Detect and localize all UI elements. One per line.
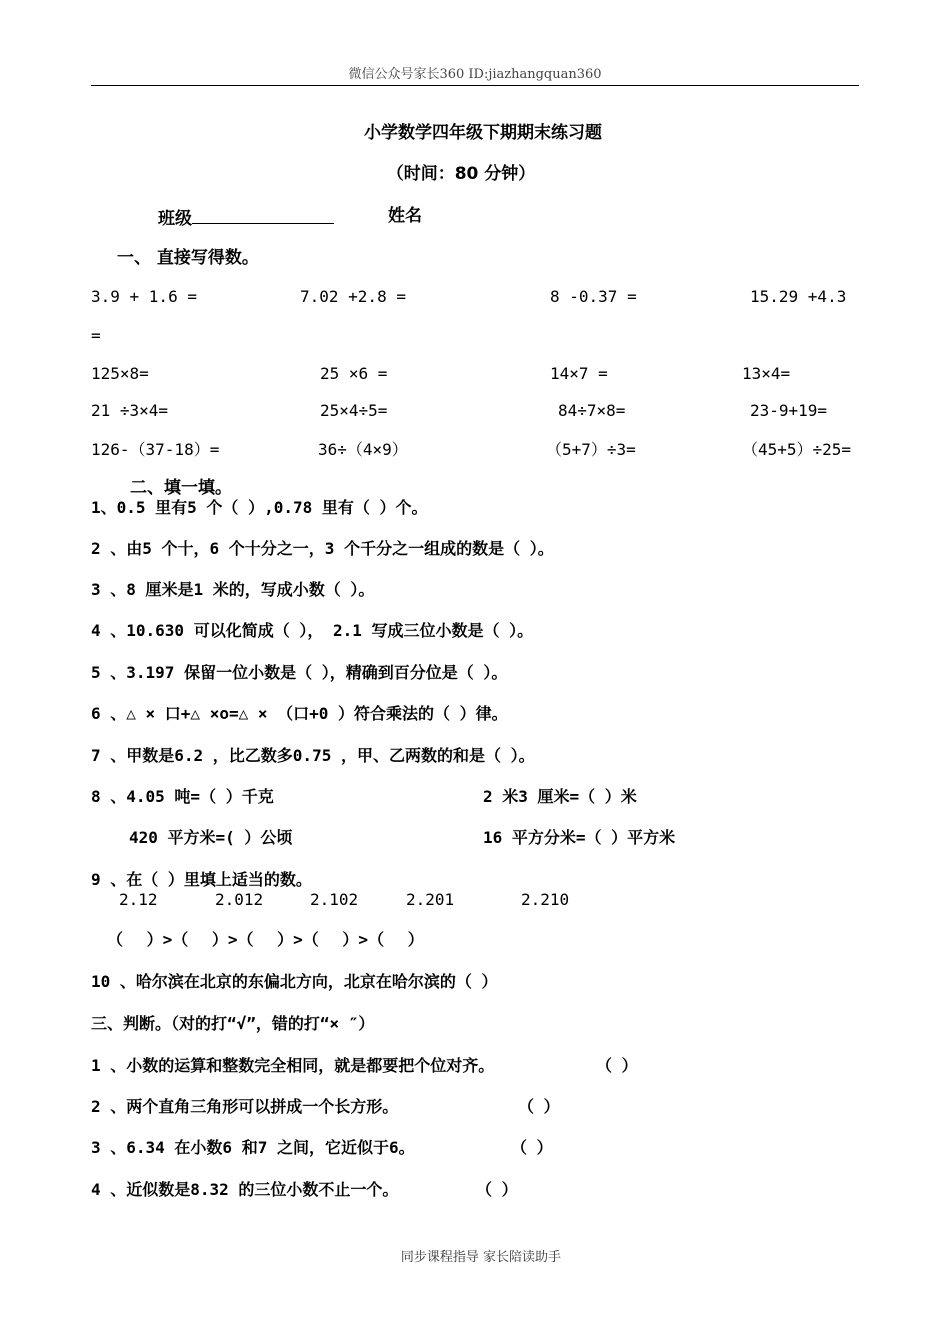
calc-item: = bbox=[91, 326, 101, 345]
order-blanks: （ ）>（ ）>（ ）>（ ）>（ ） bbox=[107, 930, 424, 949]
fill-question: 6 、△ × 口+△ ×o=△ × （口+0 ）符合乘法的（ ）律。 bbox=[91, 704, 508, 723]
calc-item: 3.9 + 1.6 = bbox=[91, 287, 197, 306]
section3-heading: 三、判断。（对的打“√”，错的打“× ″） bbox=[91, 1014, 375, 1033]
judge-question: 1 、小数的运算和整数完全相同，就是都要把个位对齐。 bbox=[91, 1056, 495, 1075]
class-blank[interactable] bbox=[192, 208, 334, 224]
calc-item: （5+7）÷3= bbox=[546, 440, 636, 459]
class-field bbox=[158, 208, 334, 228]
fill-question: 7 、甲数是6.2 ，比乙数多0.75 ，甲、乙两数的和是（ ）。 bbox=[91, 746, 535, 765]
page-subtitle: （时间：80 分钟） bbox=[386, 164, 536, 184]
header-rule bbox=[91, 85, 859, 86]
calc-item: 7.02 +2.8 = bbox=[300, 287, 406, 306]
calc-item: 84÷7×8= bbox=[558, 401, 626, 420]
fill-question: 420 平方米=( ）公顷 bbox=[129, 828, 293, 847]
page-header: 微信公众号家长360 ID:jiazhangquan360 bbox=[348, 67, 602, 82]
judge-question: 4 、近似数是8.32 的三位小数不止一个。 bbox=[91, 1180, 399, 1199]
judge-mark[interactable]: （ ） bbox=[518, 1097, 560, 1116]
number-item: 2.201 bbox=[406, 890, 455, 909]
calc-item: 15.29 +4.3 bbox=[750, 287, 847, 306]
calc-item: 125×8= bbox=[91, 364, 149, 383]
fill-question: 4 、10.630 可以化简成（ ）， 2.1 写成三位小数是（ ）。 bbox=[91, 621, 534, 640]
page-title: 小学数学四年级下期期末练习题 bbox=[364, 123, 602, 143]
judge-mark[interactable]: （ ） bbox=[511, 1138, 553, 1157]
number-item: 2.012 bbox=[215, 890, 264, 909]
calc-item: 36÷（4×9） bbox=[318, 440, 408, 459]
class-label: 班级 bbox=[158, 209, 192, 229]
number-item: 2.102 bbox=[310, 890, 359, 909]
section2-heading: 二、填一填。 bbox=[130, 478, 232, 498]
calc-item: 126-（37-18）= bbox=[91, 440, 220, 459]
fill-question: 5 、3.197 保留一位小数是（ ），精确到百分位是（ ）。 bbox=[91, 663, 508, 682]
calc-item: 25×4÷5= bbox=[320, 401, 388, 420]
calc-item: 23-9+19= bbox=[750, 401, 828, 420]
calc-item: 25 ×6 = bbox=[320, 364, 388, 383]
fill-question: 16 平方分米=（ ）平方米 bbox=[483, 828, 676, 847]
calc-item: 8 -0.37 = bbox=[550, 287, 637, 306]
page-footer: 同步课程指导 家长陪读助手 bbox=[400, 1250, 562, 1265]
calc-item: 21 ÷3×4= bbox=[91, 401, 169, 420]
fill-question: 3 、8 厘米是1 米的，写成小数（ ）。 bbox=[91, 580, 375, 599]
fill-question: 2 米3 厘米=（ ）米 bbox=[483, 787, 637, 806]
fill-question: 2 、由5 个十，6 个十分之一，3 个千分之一组成的数是（ ）。 bbox=[91, 539, 554, 558]
fill-question: 8 、4.05 吨=（ ）千克 bbox=[91, 787, 274, 806]
name-label: 姓名 bbox=[388, 206, 422, 226]
fill-question: 10 、哈尔滨在北京的东偏北方向，北京在哈尔滨的（ ） bbox=[91, 972, 498, 991]
calc-item: 13×4= bbox=[742, 364, 791, 383]
judge-question: 3 、6.34 在小数6 和7 之间，它近似于6。 bbox=[91, 1138, 415, 1157]
fill-question: 1、0.5 里有5 个（ ）,0.78 里有（ ）个。 bbox=[91, 498, 428, 517]
number-item: 2.210 bbox=[521, 890, 570, 909]
number-item: 2.12 bbox=[119, 890, 158, 909]
fill-question: 9 、在（ ）里填上适当的数。 bbox=[91, 870, 312, 889]
section1-heading: 一、 直接写得数。 bbox=[117, 248, 259, 268]
calc-item: 14×7 = bbox=[550, 364, 608, 383]
judge-question: 2 、两个直角三角形可以拼成一个长方形。 bbox=[91, 1097, 399, 1116]
judge-mark[interactable]: （ ） bbox=[476, 1180, 518, 1199]
judge-mark[interactable]: （ ） bbox=[596, 1056, 638, 1075]
calc-item: （45+5）÷25= bbox=[742, 440, 852, 459]
